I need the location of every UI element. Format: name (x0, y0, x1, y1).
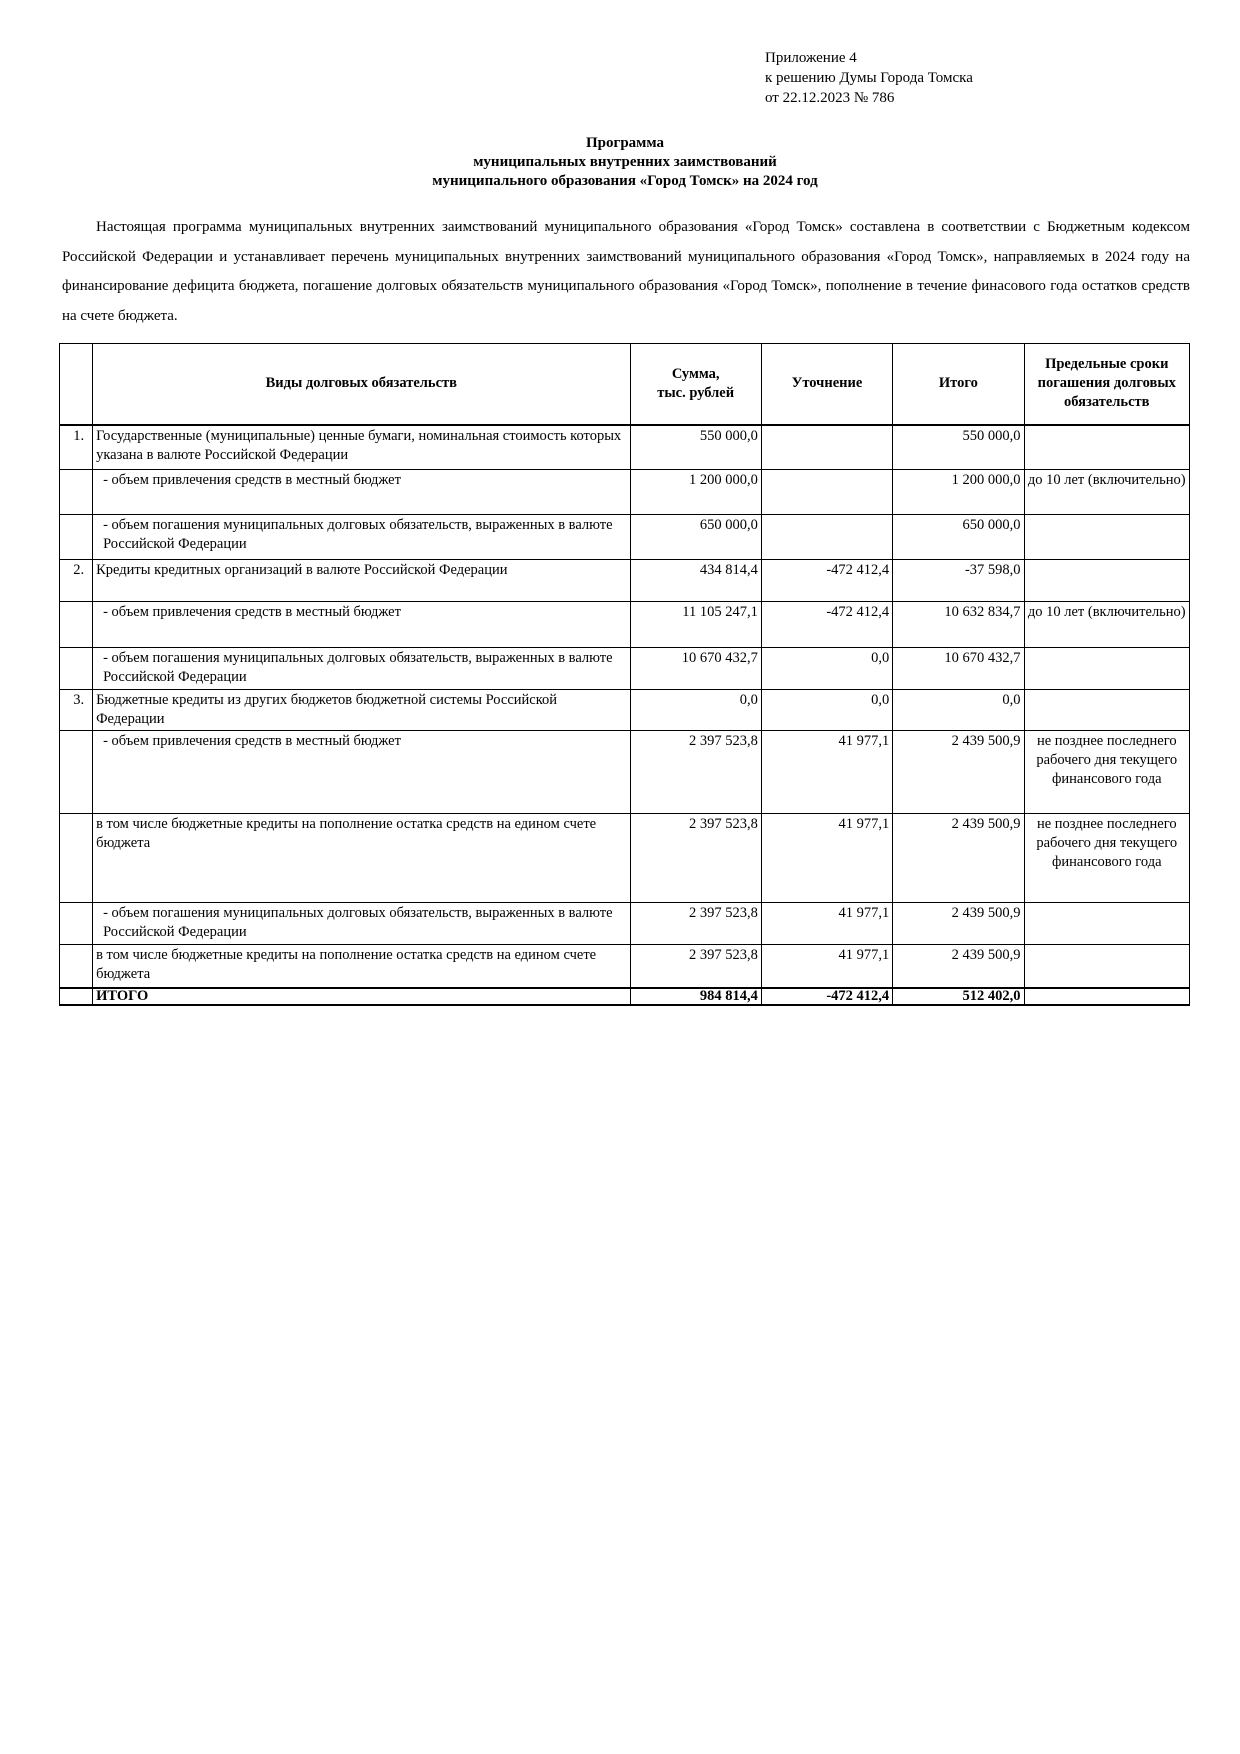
title-line-3: муниципального образования «Город Томск» на 2024 год (432, 173, 818, 189)
header-sum (630, 344, 761, 425)
title-line-2: муниципальных внутренних заимствований (473, 154, 777, 170)
row-total: 10 670 432,7 (893, 648, 1024, 690)
total-term (1024, 988, 1189, 1005)
row-num (60, 648, 93, 690)
row-num: 2. (60, 560, 93, 602)
row-adjust (761, 515, 892, 560)
row-num (60, 814, 93, 903)
row-term (1024, 648, 1189, 690)
row-sum: 1 200 000,0 (630, 470, 761, 515)
header-sum-line-1: Сумма, (671, 365, 720, 382)
title-line-1: Программа (586, 135, 664, 151)
row-adjust: 41 977,1 (761, 731, 892, 814)
row-name: - объем привлечения средств в местный бюджет (93, 470, 630, 515)
row-name: - объем погашения муниципальных долговых обязательств, выраженных в валюте Российской Федерации (93, 903, 630, 945)
row-total: 0,0 (893, 690, 1024, 731)
table-row (60, 814, 1190, 903)
header-sum-line-2: тыс. рублей (657, 384, 735, 401)
row-adjust: 41 977,1 (761, 945, 892, 988)
row-sum: 2 397 523,8 (630, 814, 761, 903)
row-total: 10 632 834,7 (893, 602, 1024, 648)
row-sum: 2 397 523,8 (630, 945, 761, 988)
header-term: Предельные сроки погашения долговых обязательств (1024, 344, 1189, 425)
table-row (60, 648, 1190, 690)
appendix-line-2: к решению Думы Города Томска (765, 70, 973, 86)
row-name: Государственные (муниципальные) ценные бумаги, номинальная стоимость которых указана в валюте Российской Федерации (93, 425, 630, 470)
row-adjust: 0,0 (761, 648, 892, 690)
row-total: 2 439 500,9 (893, 903, 1024, 945)
document-title (60, 134, 1190, 191)
row-term (1024, 690, 1189, 731)
row-adjust (761, 470, 892, 515)
table-row (60, 602, 1190, 648)
row-name: - объем погашения муниципальных долговых обязательств, выраженных в валюте Российской Федерации (93, 648, 630, 690)
row-adjust: 41 977,1 (761, 903, 892, 945)
row-term: не позднее последнего рабочего дня текущего финансового года (1024, 814, 1189, 903)
row-name: Кредиты кредитных организаций в валюте Российской Федерации (93, 560, 630, 602)
row-total: 2 439 500,9 (893, 814, 1024, 903)
header-name: Виды долговых обязательств (93, 344, 630, 425)
table-row (60, 903, 1190, 945)
row-num (60, 731, 93, 814)
row-adjust: 41 977,1 (761, 814, 892, 903)
row-num (60, 903, 93, 945)
row-num (60, 470, 93, 515)
row-num: 3. (60, 690, 93, 731)
table-row (60, 560, 1190, 602)
row-total: 2 439 500,9 (893, 731, 1024, 814)
row-num (60, 602, 93, 648)
appendix-line-1: Приложение 4 (765, 50, 857, 66)
row-term (1024, 903, 1189, 945)
appendix-note (765, 48, 973, 108)
row-name: в том числе бюджетные кредиты на пополнение остатка средств на едином счете бюджета (93, 945, 630, 988)
row-term (1024, 560, 1189, 602)
row-num (60, 515, 93, 560)
row-sum: 10 670 432,7 (630, 648, 761, 690)
table-row (60, 470, 1190, 515)
row-total: 1 200 000,0 (893, 470, 1024, 515)
row-adjust: -472 412,4 (761, 602, 892, 648)
row-name: - объем привлечения средств в местный бюджет (93, 731, 630, 814)
table-row (60, 515, 1190, 560)
borrowing-table (59, 343, 1190, 1006)
row-name: - объем привлечения средств в местный бюджет (93, 602, 630, 648)
row-total: 650 000,0 (893, 515, 1024, 560)
row-sum: 550 000,0 (630, 425, 761, 470)
table-row (60, 690, 1190, 731)
row-term (1024, 425, 1189, 470)
table-row (60, 945, 1190, 988)
row-name: в том числе бюджетные кредиты на пополнение остатка средств на едином счете бюджета (93, 814, 630, 903)
total-sum: 984 814,4 (630, 988, 761, 1005)
header-adjust: Уточнение (761, 344, 892, 425)
row-sum: 434 814,4 (630, 560, 761, 602)
intro-paragraph: Настоящая программа муниципальных внутренних заимствований муниципального образования «Город Томск» составлена в соответствии с Бюджетным кодексом Российской Федерации и устанавливает перечень муниципальных внутренних заимствований муниципального образования «Город Томск», направляемых в 2024 году на финансирование дефицита бюджета, погашение долговых обязательств муниципального образования «Город Томск», пополнение в течение финасового года остатков средств на счете бюджета. (62, 219, 1190, 324)
row-adjust (761, 425, 892, 470)
row-sum: 11 105 247,1 (630, 602, 761, 648)
row-sum: 650 000,0 (630, 515, 761, 560)
row-adjust: -472 412,4 (761, 560, 892, 602)
appendix-line-3: от 22.12.2023 № 786 (765, 90, 895, 106)
row-num: 1. (60, 425, 93, 470)
row-term: не позднее последнего рабочего дня текущего финансового года (1024, 731, 1189, 814)
row-name: Бюджетные кредиты из других бюджетов бюджетной системы Российской Федерации (93, 690, 630, 731)
row-sum: 2 397 523,8 (630, 731, 761, 814)
row-sum: 2 397 523,8 (630, 903, 761, 945)
row-adjust: 0,0 (761, 690, 892, 731)
total-adjust: -472 412,4 (761, 988, 892, 1005)
row-total: 2 439 500,9 (893, 945, 1024, 988)
table-header-row (60, 344, 1190, 425)
row-term (1024, 515, 1189, 560)
total-label: ИТОГО (93, 988, 630, 1005)
row-term: до 10 лет (включительно) (1024, 602, 1189, 648)
row-total: 550 000,0 (893, 425, 1024, 470)
row-name: - объем погашения муниципальных долговых обязательств, выраженных в валюте Российской Федерации (93, 515, 630, 560)
row-sum: 0,0 (630, 690, 761, 731)
table-row (60, 425, 1190, 470)
row-num (60, 945, 93, 988)
row-term: до 10 лет (включительно) (1024, 470, 1189, 515)
row-total: -37 598,0 (893, 560, 1024, 602)
table-row (60, 731, 1190, 814)
header-num (60, 344, 93, 425)
total-total: 512 402,0 (893, 988, 1024, 1005)
total-num (60, 988, 93, 1005)
header-total: Итого (893, 344, 1024, 425)
total-row (60, 988, 1190, 1005)
row-term (1024, 945, 1189, 988)
